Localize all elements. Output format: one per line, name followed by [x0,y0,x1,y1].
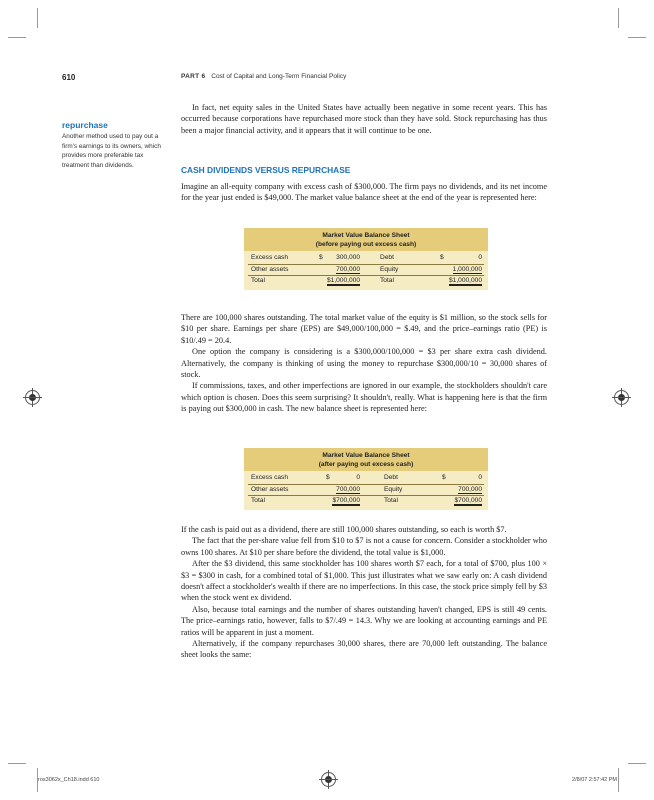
balance-sheet-before [244,228,488,290]
page-number: 610 [62,73,76,82]
registration-mark-icon [321,772,336,787]
glossary-term: repurchase [62,120,108,130]
crop-mark [628,763,646,764]
registration-mark-icon [614,390,629,405]
part-title: Cost of Capital and Long-Term Financial Policy [211,73,347,80]
crop-mark [618,8,619,28]
paragraph: There are 100,000 shares outstanding. The total market value of the equity is $1 million, so the stock sells for $10 per share. Earnings per share (EPS) are $49,000/100,000 = $.49, and the price–earnings ratio (PE) is $10/.49 = 20.4. [181,313,547,345]
slug-timestamp: 2/8/07 2:57:42 PM [572,777,617,783]
paragraph: The fact that the per-share value fell from $10 to $7 is not a cause for concern. Consider a stockholder who owns 100 shares. At $10 per share before the dividend, the total value is $1,000. [181,536,547,557]
crop-mark [8,37,26,38]
registration-mark-icon [25,390,40,405]
balance-sheet-title: Market Value Balance Sheet (after paying out excess cash) [244,448,488,471]
crop-mark [8,763,26,764]
part-label: PART 6 [181,73,206,80]
glossary-definition: Another method used to pay out a firm's earnings to its owners, which provides more preferable tax treatment than dividends. [62,133,161,169]
crop-mark [37,8,38,28]
paragraph: Alternatively, if the company repurchases 30,000 shares, there are 70,000 left outstanding. The balance sheet looks the same: [181,639,547,660]
intro-paragraph: In fact, net equity sales in the United States have actually been negative in some recent years. This has occurred because corporations have repurchased more stock than they have sold. Stock repurchasing has thus been a major financial activity, and it appears that it will continue to be one. [181,103,547,135]
slug-file: ros3062x_Ch18.indd 610 [38,777,100,783]
body-text-b [181,524,547,661]
balance-row: Other assets 700,000 Equity 1,000,000 [251,265,482,273]
balance-sheet-title: Market Value Balance Sheet (before paying out excess cash) [244,228,488,251]
margin-glossary [62,120,166,170]
body-text-a [181,312,547,415]
crop-mark [618,768,619,792]
balance-row: Excess cash $ 0 Debt $ 0 [251,474,482,481]
section-intro-block [181,181,547,204]
balance-sheet-after [244,448,488,510]
paragraph: Also, because total earnings and the number of shares outstanding haven't changed, EPS is still 49 cents. The price–earnings ratio, however, falls to $7/.49 = 14.3. Why we are looking at accounting earnings and PE ratios will be apparent in just a moment. [181,604,547,637]
crop-mark [628,37,646,38]
section-heading: CASH DIVIDENDS VERSUS REPURCHASE [181,165,351,175]
paragraph: If commissions, taxes, and other imperfections are ignored in our example, the stockholders shouldn't care which option is chosen. Does this seem surprising? It shouldn't, really. What is happening here is that the firm is paying out $300,000 in cash. The new balance sheet is represented here: [181,381,547,414]
balance-row: Excess cash $ 300,000 Debt $ 0 [251,254,482,261]
balance-row: Total $700,000 Total $700,000 [251,497,482,504]
paragraph: If the cash is paid out as a dividend, there are still 100,000 shares outstanding, so each is worth $7. [181,525,507,534]
intro-block [181,102,547,136]
paragraph: After the $3 dividend, this same stockholder has 100 shares worth $7 each, for a total of $700, plus 100 × $3 = $300 in cash, for a combined total of $1,000. This just illustrates what we saw early on: A cash dividend doesn't affect a stockholder's wealth if there are no imperfections. In this case, the stock price simply fell by $3 when the stock went ex dividend. [181,559,547,603]
paragraph: One option the company is considering is a $300,000/100,000 = $3 per share extra cash dividend. Alternatively, the company is thinking of using the money to repurchase $300,000/10 = 30,000 shares of stock. [181,347,547,380]
balance-row: Total $1,000,000 Total $1,000,000 [251,277,482,284]
section-paragraph: Imagine an all-equity company with excess cash of $300,000. The firm pays no dividends, and its net income for the year just ended is $49,000. The market value balance sheet at the end of the year is represented here: [181,182,547,203]
balance-row: Other assets 700,000 Equity 700,000 [251,485,482,493]
running-header [181,73,346,80]
